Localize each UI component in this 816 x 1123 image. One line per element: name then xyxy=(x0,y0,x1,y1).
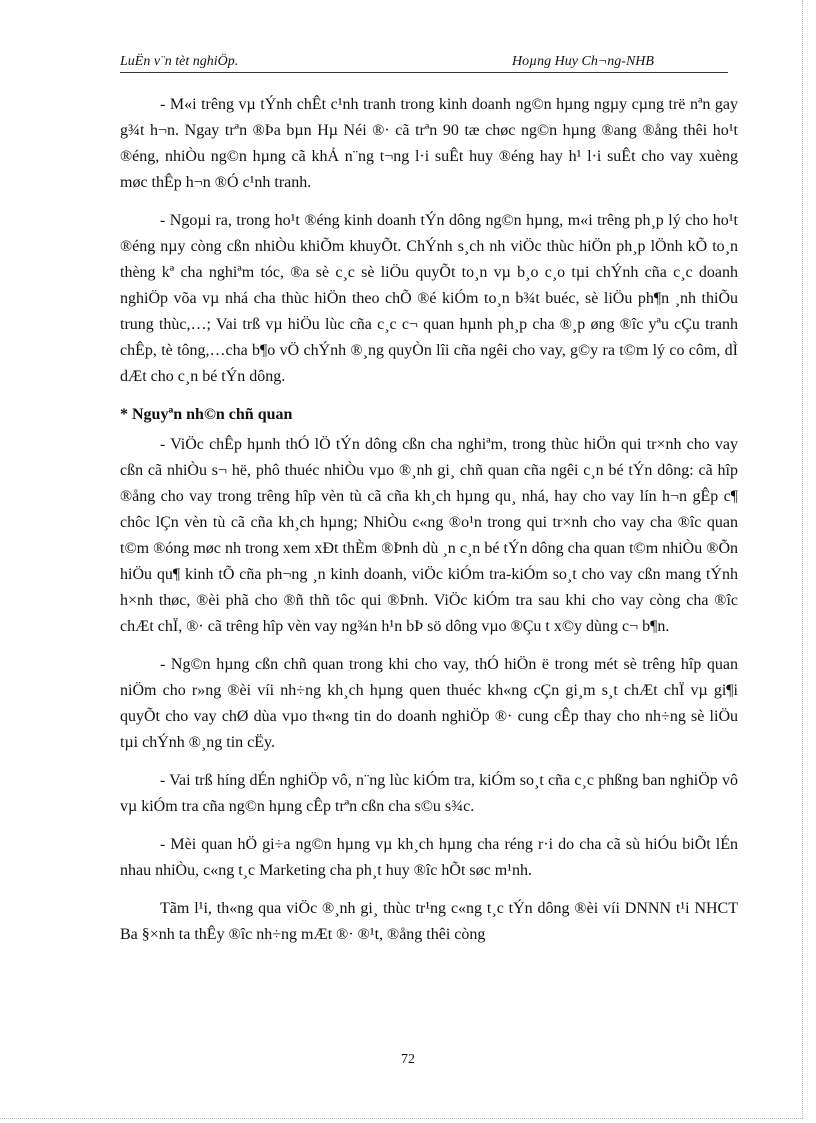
paragraph-guidance-role: - Vai trß híng dÉn nghiÖp vô, n¨ng lùc kiÓm tra, kiÓm so¸t cña c¸c phßng ban nghiÖp vô vµ kiÓm tra cña ng©n hµng cÊp trªn cßn cha s©u s¾c. xyxy=(120,772,738,815)
page-edge-right xyxy=(802,0,803,1118)
header-divider xyxy=(120,72,728,73)
paragraph-summary: Tãm l¹i, th«ng qua viÖc ®¸nh gi¸ thùc tr¹ng c«ng t¸c tÝn dông ®èi víi DNNN t¹i NHCT Ba §×nh ta thÊy ®îc nh÷ng mÆt ®· ®¹t, ®ång thêi còng xyxy=(120,900,738,943)
paragraph-legal-environment: - Ngoµi ra, trong ho¹t ®éng kinh doanh tÝn dông ng©n hµng, m«i trêng ph¸p lý cho ho¹t ®éng nµy còng cßn nhiÒu khiÕm khuyÕt. ChÝnh s¸ch nh viÖc thùc hiÖn ph¸p lÖnh kÕ to¸n thèng kª cha nghiªm tóc, ®a sè c¸c sè liÖu quyÕt to¸n vµ b¸o c¸o tµi chÝnh cña c¸c doanh nghiÖp võa vµ nhá cha thùc hiÖn theo chÕ ®é kiÓm to¸n b¾t buéc, sè liÖu ph¶n ¸nh thiÕu trung thùc,…; Vai trß vµ hiÖu lùc cña c¸c c¬ quan hµnh ph¸p cha ®¸p øng ®îc yªu cÇu tranh chÊp, tè tông,…cha b¶o vÖ chÝnh ®¸ng quyÒn lîi cña ngêi cho vay, g©y ra t©m lý co côm, dÌ dÆt cho c¸n bé tÝn dông. xyxy=(120,212,738,385)
paragraph-credit-regulations: - ViÖc chÊp hµnh thÓ lÖ tÝn dông cßn cha nghiªm, trong thùc hiÖn qui tr×nh cho vay cßn cã nhiÒu s¬ hë, phô thuéc nhiÒu vµo ®¸nh gi¸ chñ quan cña ngêi c¸n bé tÝn dông: cã hîp ®ång cho vay trong trêng hîp vèn tù cã cña kh¸ch hµng qu¸ nhá, hay cho vay lín h¬n gÊp c¶ chôc lÇn vèn tù cã cña kh¸ch hµng; NhiÒu c«ng ®o¹n trong qui tr×nh cho vay cha ®îc quan t©m ®óng møc nh trong xem xÐt thÈm ®Þnh dù ¸n c¸n bé tÝn dông cha quan t©m nhiÒu ®Õn hiÖu qu¶ kinh tÕ cña ph¬ng ¸n kinh doanh, viÖc kiÓm tra-kiÓm so¸t cho vay cßn mang tÝnh h×nh thøc, ®èi phã cho ®ñ thñ tôc qui ®Þnh. ViÖc kiÓm tra sau khi cho vay còng cha ®îc chÆt chÏ, ®· cã trêng hîp vèn vay ng¾n h¹n bÞ sö dông vµo ®Çu t x©y dùng c¬ b¶n. xyxy=(120,436,738,635)
paragraph-competition: - M«i trêng vµ tÝnh chÊt c¹nh tranh trong kinh doanh ng©n hµng ngµy cµng trë nªn gay g¾t h¬n. Ngay trªn ®Þa bµn Hµ Néi ®· cã trªn 90 tæ chøc ng©n hµng ®ang ®ång thêi ho¹t ®éng, nhiÒu ng©n hµng cã khẢ n¨ng t¬ng l·i suÊt huy ®éng hay h¹ l·i suÊt cho vay xuèng møc thÊp h¬n ®Ó c¹nh tranh. xyxy=(120,96,738,191)
page-edge-bottom xyxy=(0,1118,803,1119)
section-heading: * Nguyªn nh©n chñ quan xyxy=(120,406,293,423)
header-thesis-title: LuËn v¨n tèt nghiÖp. xyxy=(120,54,239,69)
paragraph-bank-subjectivity: - Ng©n hµng cßn chñ quan trong khi cho vay, thÓ hiÖn ë trong mét sè trêng hîp quan niÖm cho r»ng ®èi víi nh÷ng kh¸ch hµng quen thuéc kh«ng cÇn gi¸m s¸t chÆt chÏ vµ gi¶i quyÕt cho vay chØ dùa vµo th«ng tin do doanh nghiÖp ®· cung cÊp thay cho nh÷ng sè liÖu tµi chÝnh ®¸ng tin cËy. xyxy=(120,656,738,751)
body-text xyxy=(120,92,738,960)
page-number: 72 xyxy=(401,1052,415,1067)
paragraph-customer-relations: - Mèi quan hÖ gi÷a ng©n hµng vµ kh¸ch hµng cha réng r·i do cha cã sù hiÓu biÕt lÉn nhau nhiÒu, c«ng t¸c Marketing cha ph¸t huy ®îc hÕt søc m¹nh. xyxy=(120,836,738,879)
header-author: Hoµng Huy Ch¬ng-NHB xyxy=(512,54,654,69)
